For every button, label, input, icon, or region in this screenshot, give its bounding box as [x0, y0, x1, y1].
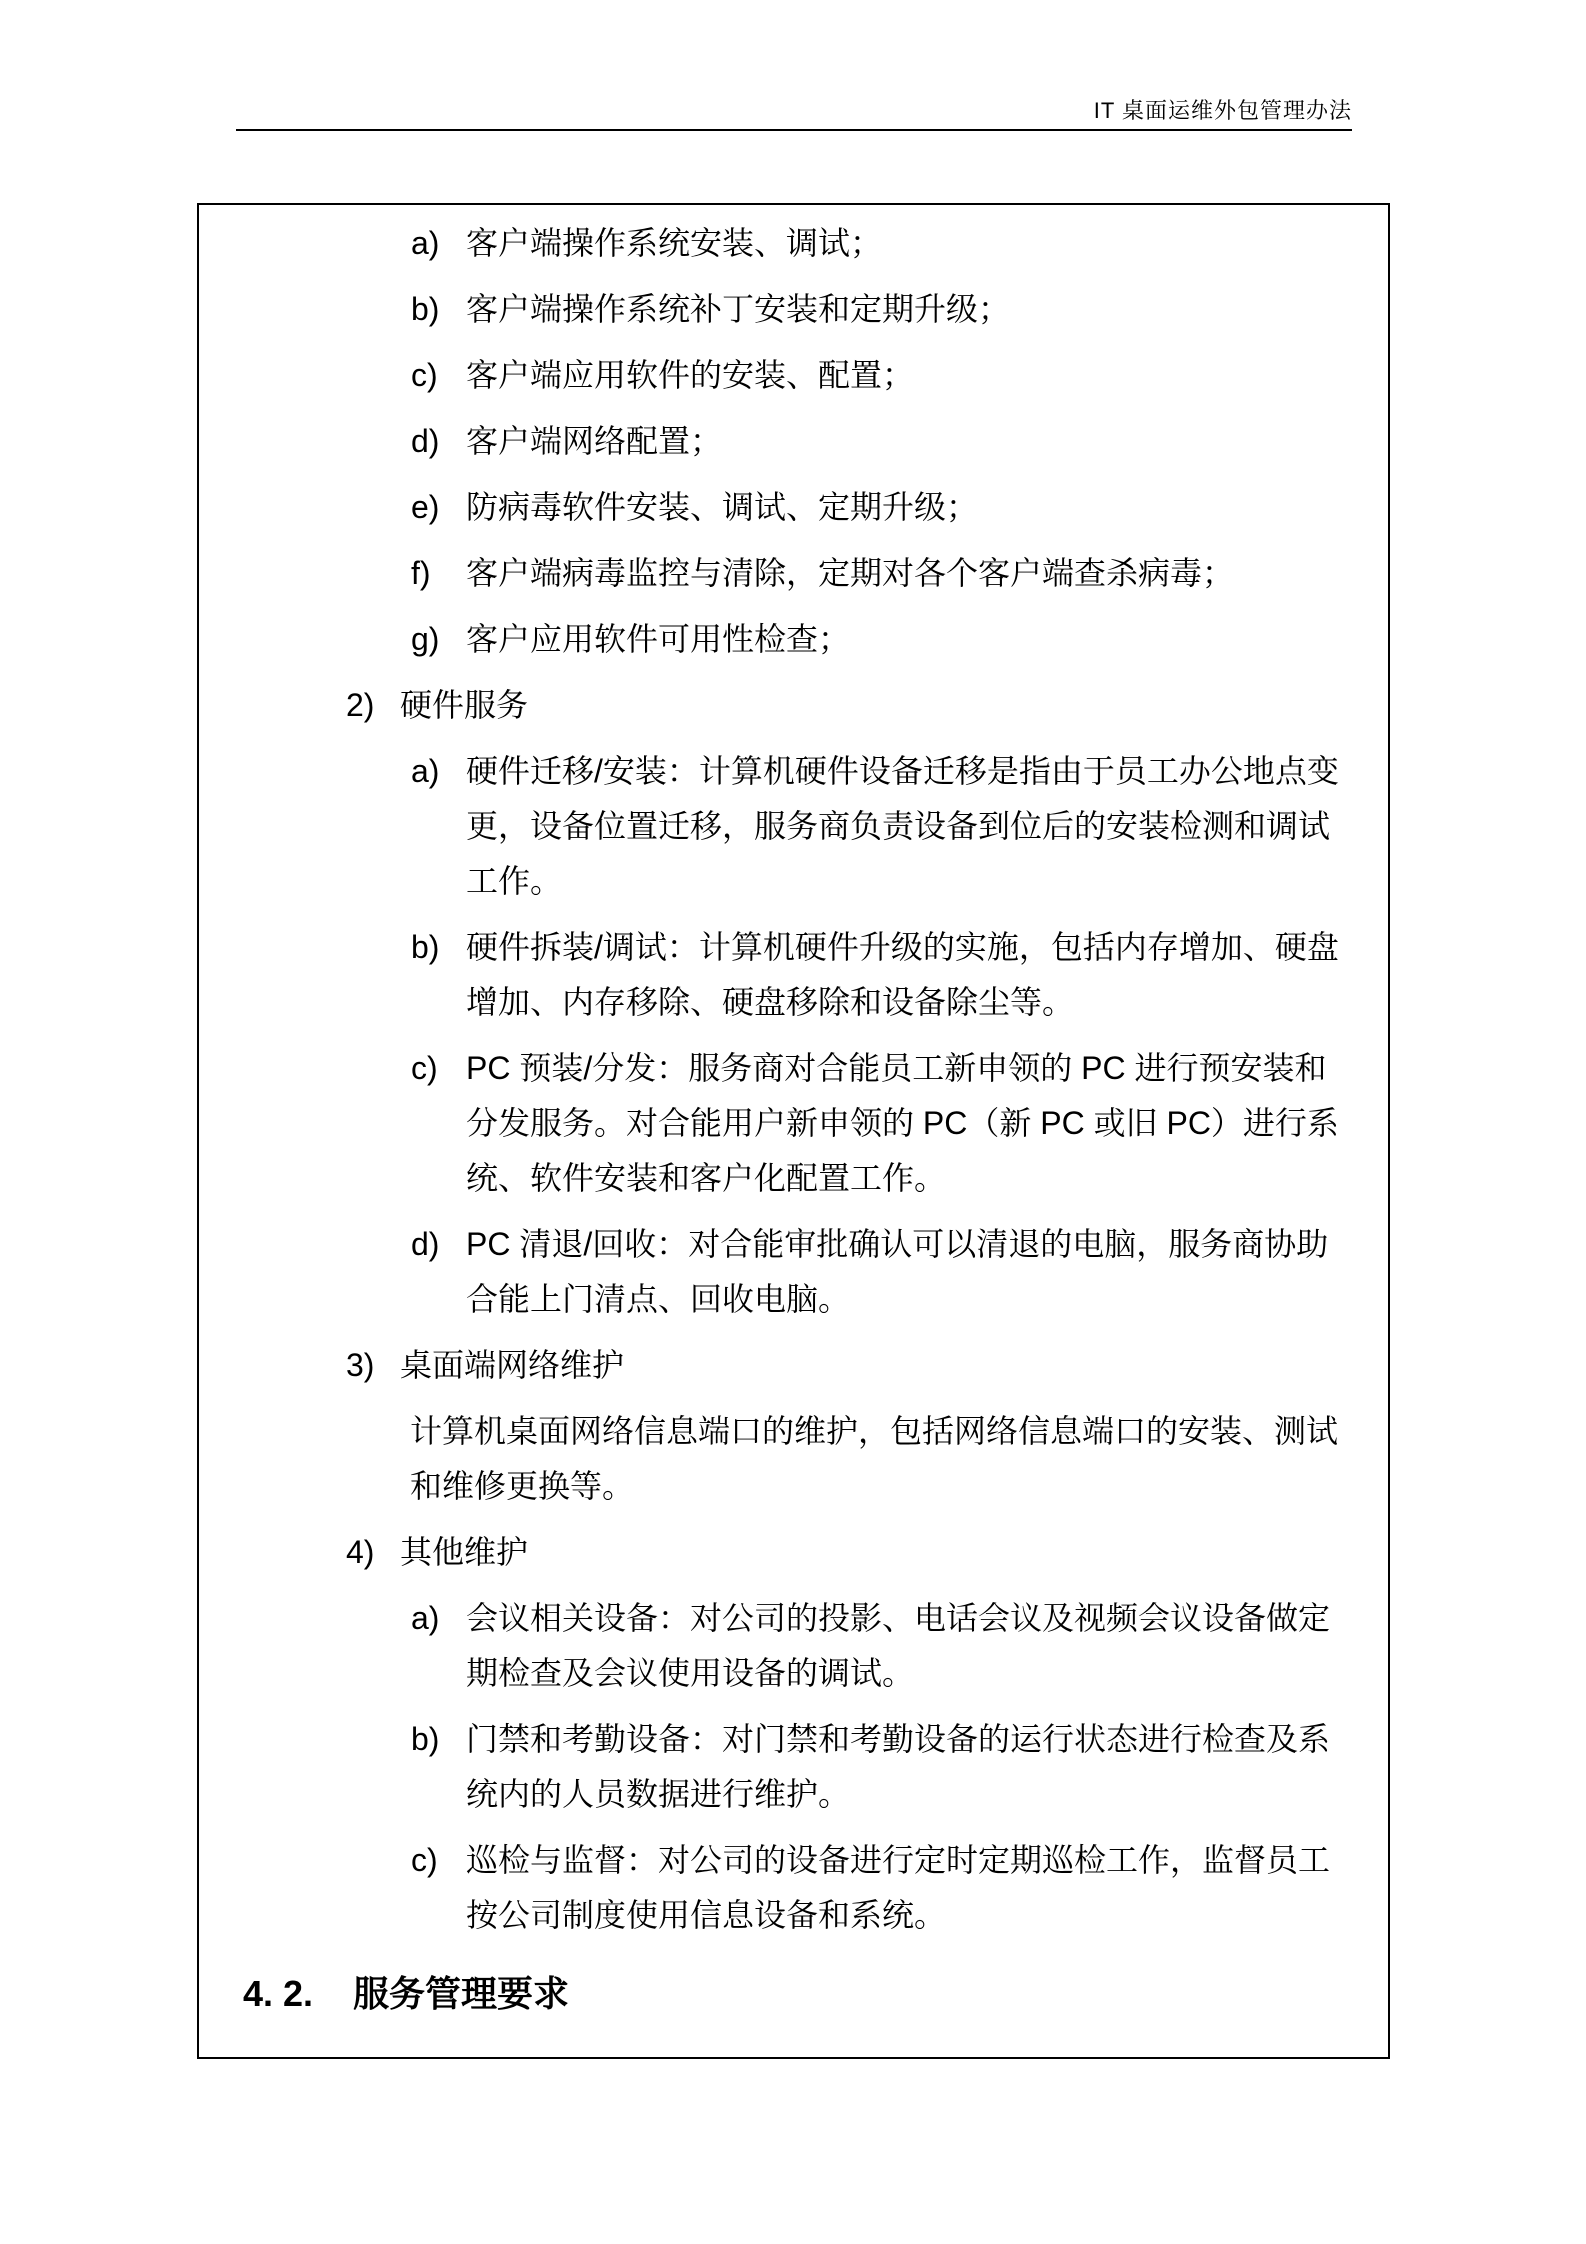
content-box	[197, 203, 1390, 2059]
list-item	[411, 1041, 1348, 1206]
section-label: 硬件服务	[400, 687, 529, 723]
list-item-marker: e)	[411, 489, 440, 525]
section-number: 4)	[346, 1534, 375, 1570]
list-item-marker: f)	[411, 555, 431, 591]
section-4-heading	[346, 1525, 1348, 1580]
list-item-text: 客户端病毒监控与清除，定期对各个客户端查杀病毒；	[466, 555, 1235, 591]
list-item-text: PC 预装/分发：服务商对合能员工新申领的 PC 进行预安装和分发服务。对合能用户新申领的 PC（新 PC 或旧 PC）进行系统、软件安装和客户化配置工作。	[466, 1050, 1339, 1196]
section-4-2-heading	[243, 1969, 1348, 2019]
list-item-marker: c)	[411, 357, 438, 393]
list-item-text: 巡检与监督：对公司的设备进行定时定期巡检工作，监督员工按公司制度使用信息设备和系统。	[466, 1842, 1331, 1933]
list-item	[411, 546, 1348, 601]
list-item-text: 硬件拆装/调试：计算机硬件升级的实施，包括内存增加、硬盘增加、内存移除、硬盘移除和设备除尘等。	[466, 929, 1339, 1020]
list-item	[411, 282, 1348, 337]
list-item	[411, 1217, 1348, 1327]
list-item	[411, 744, 1348, 909]
page-header-title: IT 桌面运维外包管理办法	[1093, 98, 1352, 123]
list-item-marker: g)	[411, 621, 440, 657]
list-item	[411, 348, 1348, 403]
section-label: 桌面端网络维护	[400, 1347, 625, 1383]
list-item-text: 门禁和考勤设备：对门禁和考勤设备的运行状态进行检查及系统内的人员数据进行维护。	[466, 1721, 1331, 1812]
section-3-heading	[346, 1338, 1348, 1393]
list-item	[411, 1712, 1348, 1822]
list-item-text: 防病毒软件安装、调试、定期升级；	[466, 489, 979, 525]
list-item-text: PC 清退/回收：对合能审批确认可以清退的电脑，服务商协助合能上门清点、回收电脑。	[466, 1226, 1329, 1317]
list-item-marker: c)	[411, 1842, 438, 1878]
section-number: 3)	[346, 1347, 375, 1383]
list-item	[411, 480, 1348, 535]
section-number: 2)	[346, 687, 375, 723]
list-item-marker: b)	[411, 1721, 440, 1757]
list-item-marker: a)	[411, 1600, 440, 1636]
list-item-marker: b)	[411, 929, 440, 965]
list-item-text: 客户应用软件可用性检查；	[466, 621, 851, 657]
page-header	[236, 98, 1352, 131]
list-item	[411, 1591, 1348, 1701]
section-4-2-title: 服务管理要求	[353, 1973, 570, 2014]
list-item-text: 客户端操作系统补丁安装和定期升级；	[466, 291, 1011, 327]
list-item-marker: a)	[411, 225, 440, 261]
list-item	[411, 216, 1348, 271]
list-item	[411, 414, 1348, 469]
section-label: 其他维护	[400, 1534, 529, 1570]
list-item	[411, 920, 1348, 1030]
list-item-text: 客户端应用软件的安装、配置；	[466, 357, 915, 393]
list-item-text: 客户端网络配置；	[466, 423, 723, 459]
list-item-text: 会议相关设备：对公司的投影、电话会议及视频会议设备做定期检查及会议使用设备的调试。	[466, 1600, 1331, 1691]
section-3-paragraph: 计算机桌面网络信息端口的维护，包括网络信息端口的安装、测试和维修更换等。	[410, 1413, 1339, 1504]
list-item-marker: b)	[411, 291, 440, 327]
list-item-marker: d)	[411, 423, 440, 459]
list-item	[411, 1833, 1348, 1943]
list-item-marker: c)	[411, 1050, 438, 1086]
section-2-heading	[346, 678, 1348, 733]
list-item-text: 硬件迁移/安装：计算机硬件设备迁移是指由于员工办公地点变更，设备位置迁移，服务商负责设备到位后的安装检测和调试工作。	[466, 753, 1339, 899]
list-item	[411, 612, 1348, 667]
list-item-text: 客户端操作系统安装、调试；	[466, 225, 883, 261]
list-item-marker: a)	[411, 753, 440, 789]
list-item-marker: d)	[411, 1226, 440, 1262]
section-4-2-number: 4. 2.	[243, 1973, 314, 2014]
